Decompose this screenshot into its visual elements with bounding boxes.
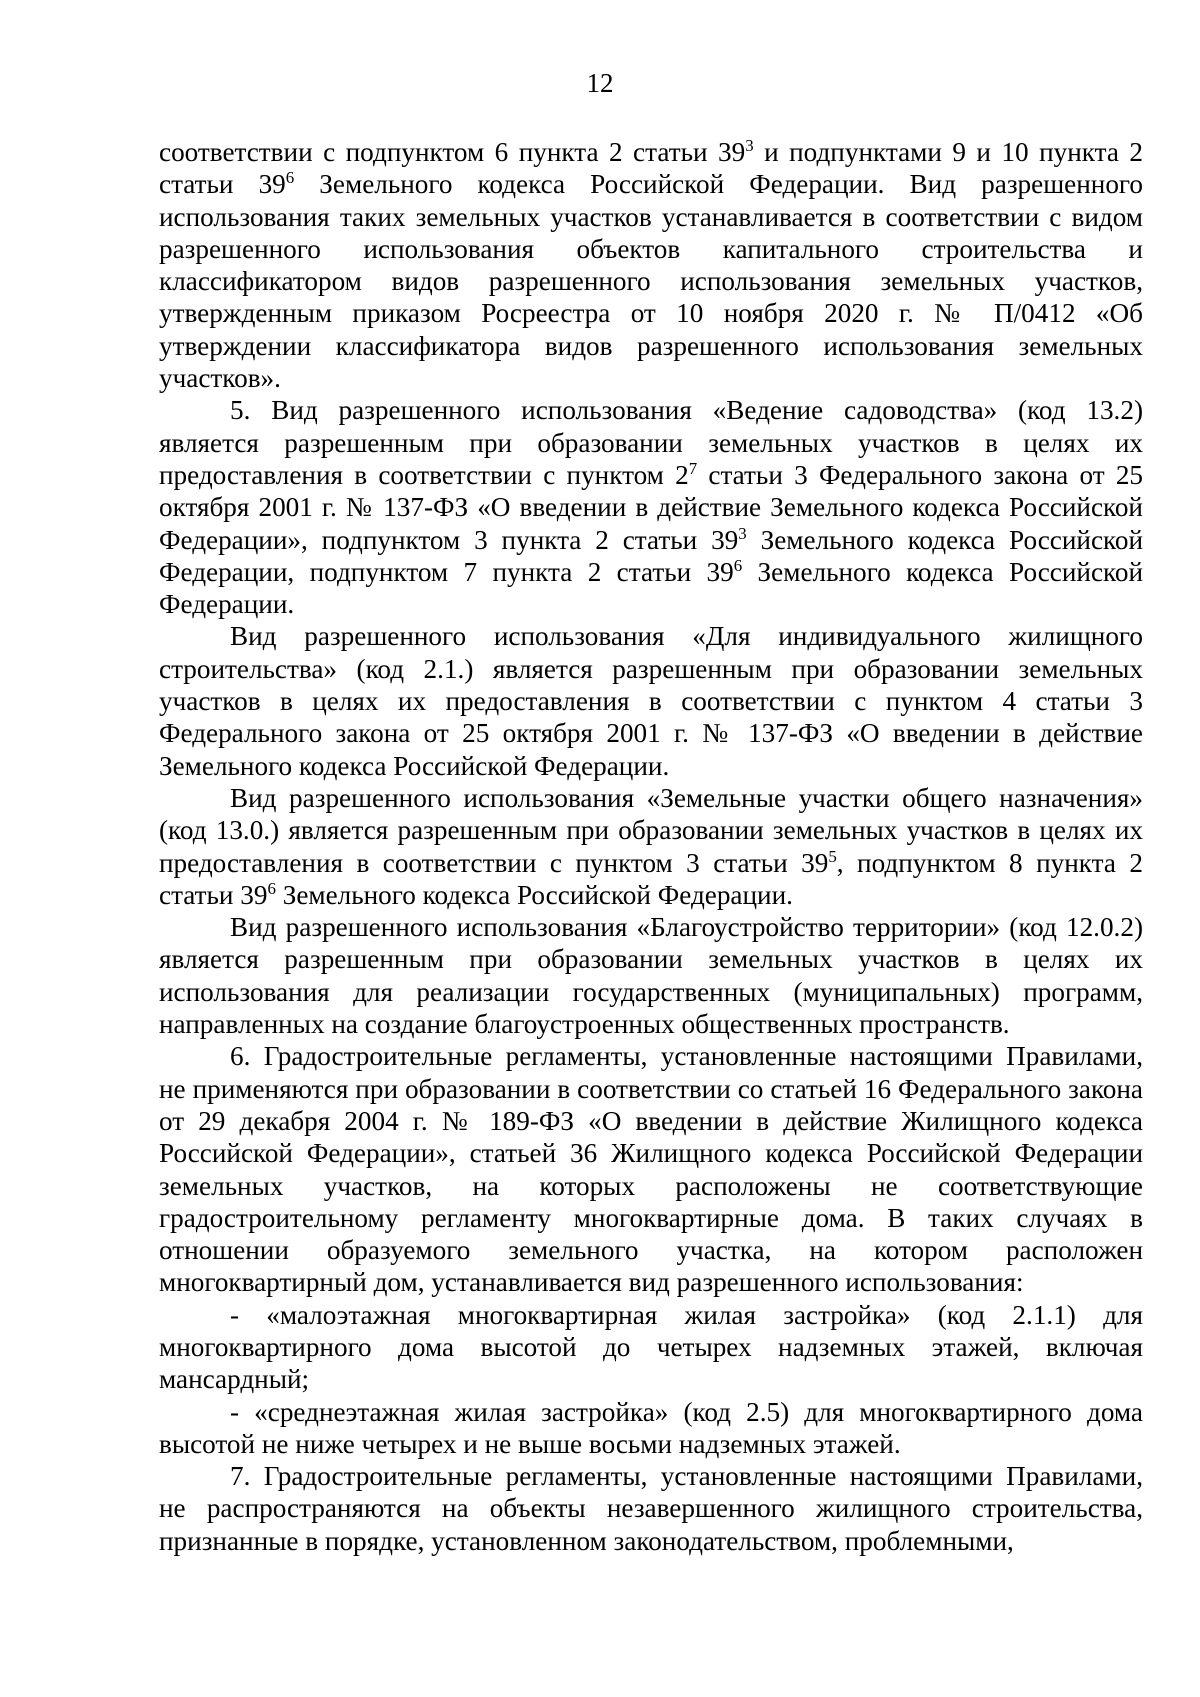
text-run: соответствии с подпунктом 6 пункта 2 статьи 39 bbox=[159, 137, 746, 167]
text-run: , подпунктом 8 пункта 2 статьи 39 bbox=[159, 847, 1143, 910]
paragraph bbox=[159, 620, 1143, 781]
paragraph bbox=[159, 911, 1143, 1040]
text-run: Вид разрешенного использования «Для индивидуального жилищного строительства» (код 2.1.) является разрешенным при образовании земельных участков в целях их предоставления в соответствии с пунктом 4 статьи 3 Федерального закона от 25 октября 2001 г. № 137-ФЗ «О введении в действие Земельного кодекса Российской Федерации. bbox=[159, 621, 1143, 781]
text-run: - «малоэтажная многоквартирная жилая застройка» (код 2.1.1) для многоквартирного дома высотой до четырех надземных этажей, включая мансардный; bbox=[159, 1299, 1143, 1395]
paragraph bbox=[159, 1040, 1143, 1298]
text-run: Вид разрешенного использования «Земельные участки общего назначения» (код 13.0.) является разрешенным при образовании земельных участков в целях их предоставления в соответствии с пунктом 3 статьи 39 bbox=[159, 782, 1143, 878]
paragraph bbox=[159, 782, 1143, 911]
paragraph bbox=[159, 136, 1143, 394]
text-run: Земельного кодекса Российской Федерации. bbox=[275, 879, 793, 910]
superscript: 3 bbox=[745, 135, 754, 155]
paragraph bbox=[159, 1460, 1143, 1557]
superscript: 7 bbox=[688, 458, 698, 478]
paragraph bbox=[159, 1396, 1143, 1461]
text-run: 6. Градостроительные регламенты, установленные настоящими Правилами, не применяются при образовании в соответствии со статьей 16 Федерального закона от 29 декабря 2004 г. № 189-ФЗ «О введении в действие Жилищного кодекса Российской Федерации», статьей 36 Жилищного кодекса Российской Федерации земельных участков, на которых расположены не соответствующие градостроительному регламенту многоквартирные дома. В таких случаях в отношении образуемого земельного участка, на котором расположен многоквартирный дом, устанавливается вид разрешенного использования: bbox=[159, 1041, 1143, 1298]
document-body bbox=[159, 136, 1143, 1557]
superscript: 6 bbox=[733, 555, 743, 575]
text-run: - «среднеэтажная жилая застройка» (код 2.5) для многоквартирного дома высотой не ниже четырех и не выше восьми надземных этажей. bbox=[159, 1396, 1143, 1459]
text-run: Вид разрешенного использования «Благоустройство территории» (код 12.0.2) является разрешенным при образовании земельных участков в целях их использования для реализации государственных (муниципальных) программ, направленных на создание благоустроенных общественных пространств. bbox=[159, 912, 1143, 1040]
text-run: Земельного кодекса Российской Федерации, подпунктом 7 пункта 2 статьи 39 bbox=[159, 524, 1143, 587]
text-run: статьи 3 Федерального закона от 25 октября 2001 г. № 137-ФЗ «О введении в действие Земельного кодекса Российской Федерации», подпунктом 3 пункта 2 статьи 39 bbox=[159, 459, 1144, 555]
text-run: и подпунктами 9 и 10 пункта 2 статьи 39 bbox=[159, 137, 1143, 200]
paragraph bbox=[159, 1299, 1143, 1396]
text-run: Земельного кодекса Российской Федерации. Вид разрешенного использования таких земельных участков устанавливается в соответствии с видом разрешенного использования объектов капитального строительства и классификатором видов разрешенного использования земельных участков, утвержденным приказом Росреестра от 10 ноября 2020 г. № П/0412 «Об утверждении классификатора видов разрешенного использования земельных участков». bbox=[159, 169, 1143, 394]
superscript: 6 bbox=[267, 878, 276, 898]
text-run: 5. Вид разрешенного использования «Ведение садоводства» (код 13.2) является разрешенным при образовании земельных участков в целях их предоставления в соответствии с пунктом 2 bbox=[159, 395, 1143, 490]
superscript: 5 bbox=[828, 846, 837, 866]
superscript: 6 bbox=[285, 168, 295, 188]
paragraph bbox=[159, 394, 1143, 620]
page-number: 12 bbox=[586, 68, 614, 98]
text-run: 7. Градостроительные регламенты, установленные настоящими Правилами, не распространяются на объекты незавершенного жилищного строительства, признанные в порядке, установленном законодательством, проблемными, bbox=[159, 1461, 1143, 1556]
superscript: 3 bbox=[738, 523, 747, 543]
text-run: Земельного кодекса Российской Федерации. bbox=[159, 556, 1143, 620]
